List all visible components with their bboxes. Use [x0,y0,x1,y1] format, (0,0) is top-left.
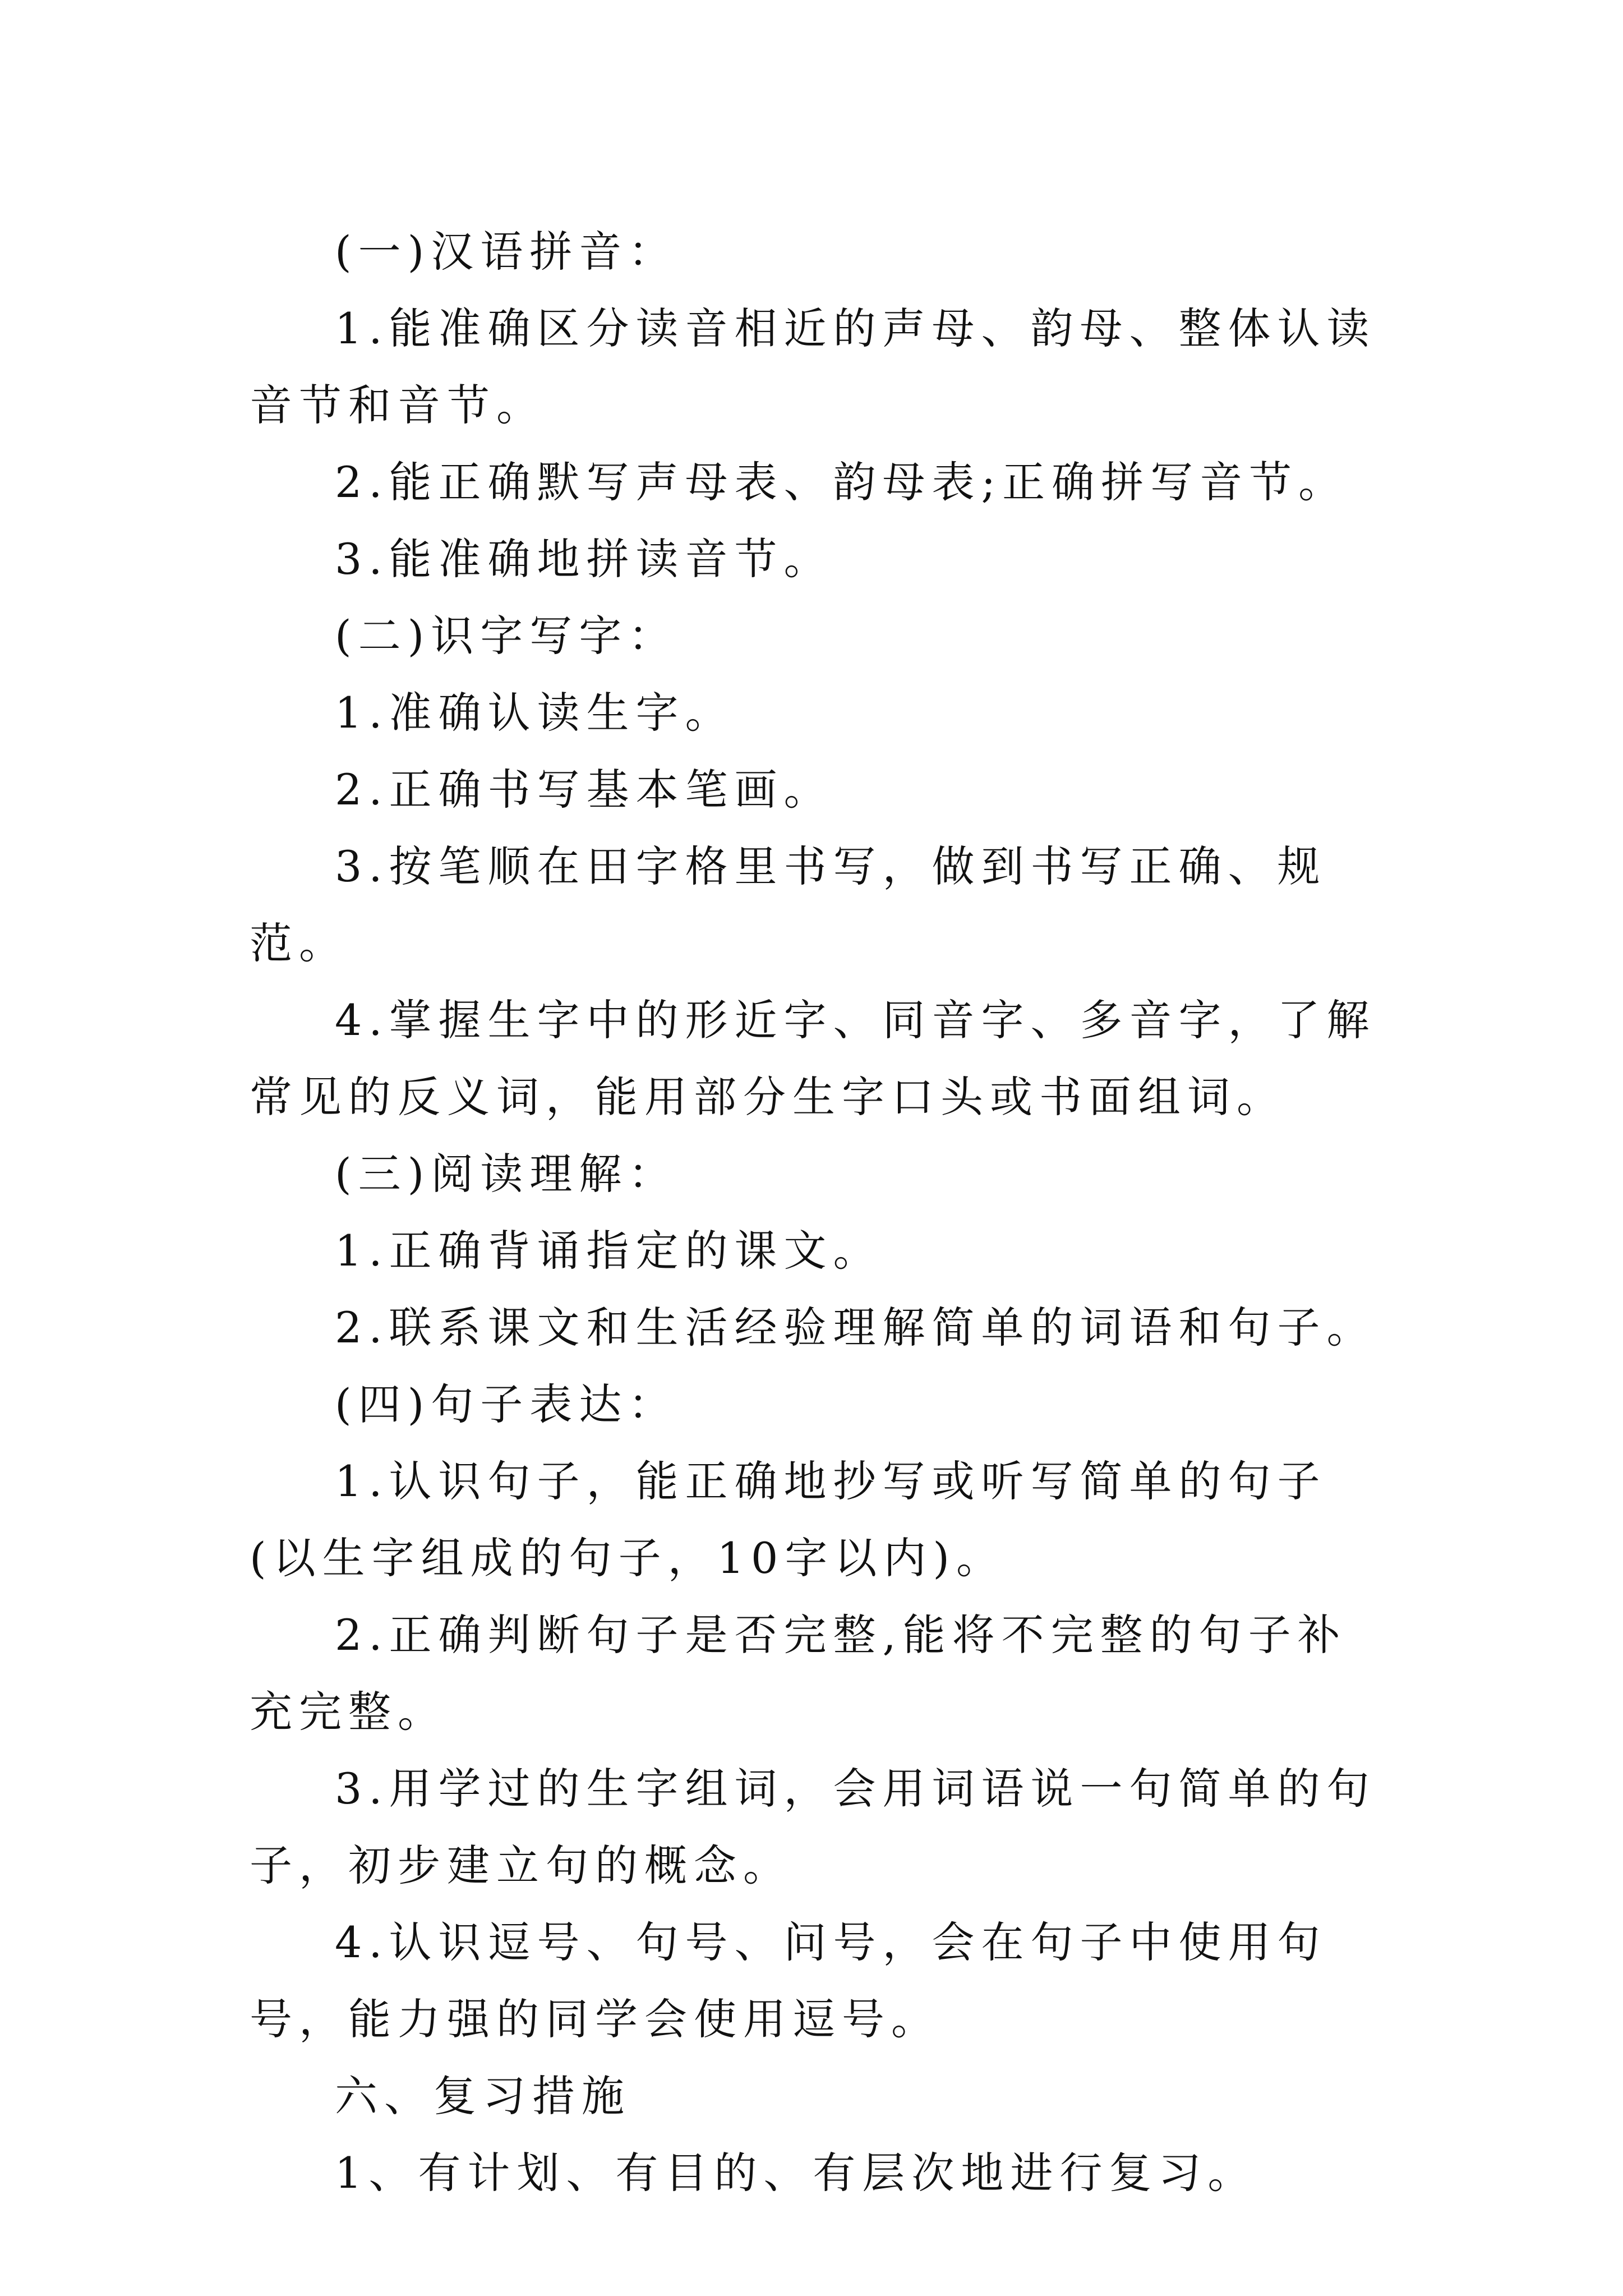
literacy-item-1: 1.准确认读生字。 [335,688,735,738]
reading-item-1: 1.正确背诵指定的课文。 [335,1226,883,1276]
sentence-item-4: 4.认识逗号、句号、问号，会在句子中使用句号，能力强的同学会使用逗号。 [250,1917,1327,2044]
sentence-item-2: 2.正确判断句子是否完整,能将不完整的句子补充完整。 [250,1610,1347,1737]
sentence-item-3: 3.用学过的生字组词，会用词语说一句简单的句子，初步建立句的概念。 [250,1764,1376,1890]
section-heading-pinyin: (一)汉语拼音： [335,227,678,277]
pinyin-item-2: 2.能正确默写声母表、韵母表;正确拼写音节。 [335,457,1348,507]
reading-item-2: 2.联系课文和生活经验理解简单的词语和句子。 [335,1303,1376,1352]
document-body [250,213,1388,2211]
literacy-item-4: 4.掌握生字中的形近字、同音字、多音字，了解常见的反义词，能用部分生字口头或书面组词。 [250,995,1376,1122]
section-heading-sentence: (四)句子表达： [335,1379,678,1429]
sentence-item-1: 1.认识句子，能正确地抄写或听写简单的句子(以生字组成的句子，10字以内)。 [250,1456,1327,1583]
section-heading-review-measures: 六、复习措施 [335,2071,631,2121]
review-measure-item-1: 1、有计划、有目的、有层次地进行复习。 [335,2148,1257,2198]
literacy-item-2: 2.正确书写基本笔画。 [335,765,833,815]
section-heading-literacy: (二)识字写字： [335,611,678,661]
literacy-item-3: 3.按笔顺在田字格里书写，做到书写正确、规范。 [250,841,1327,968]
pinyin-item-1: 1.能准确区分读音相近的声母、韵母、整体认读音节和音节。 [250,303,1376,430]
pinyin-item-3: 3.能准确地拼读音节。 [335,534,833,584]
section-heading-reading: (三)阅读理解： [335,1149,678,1199]
